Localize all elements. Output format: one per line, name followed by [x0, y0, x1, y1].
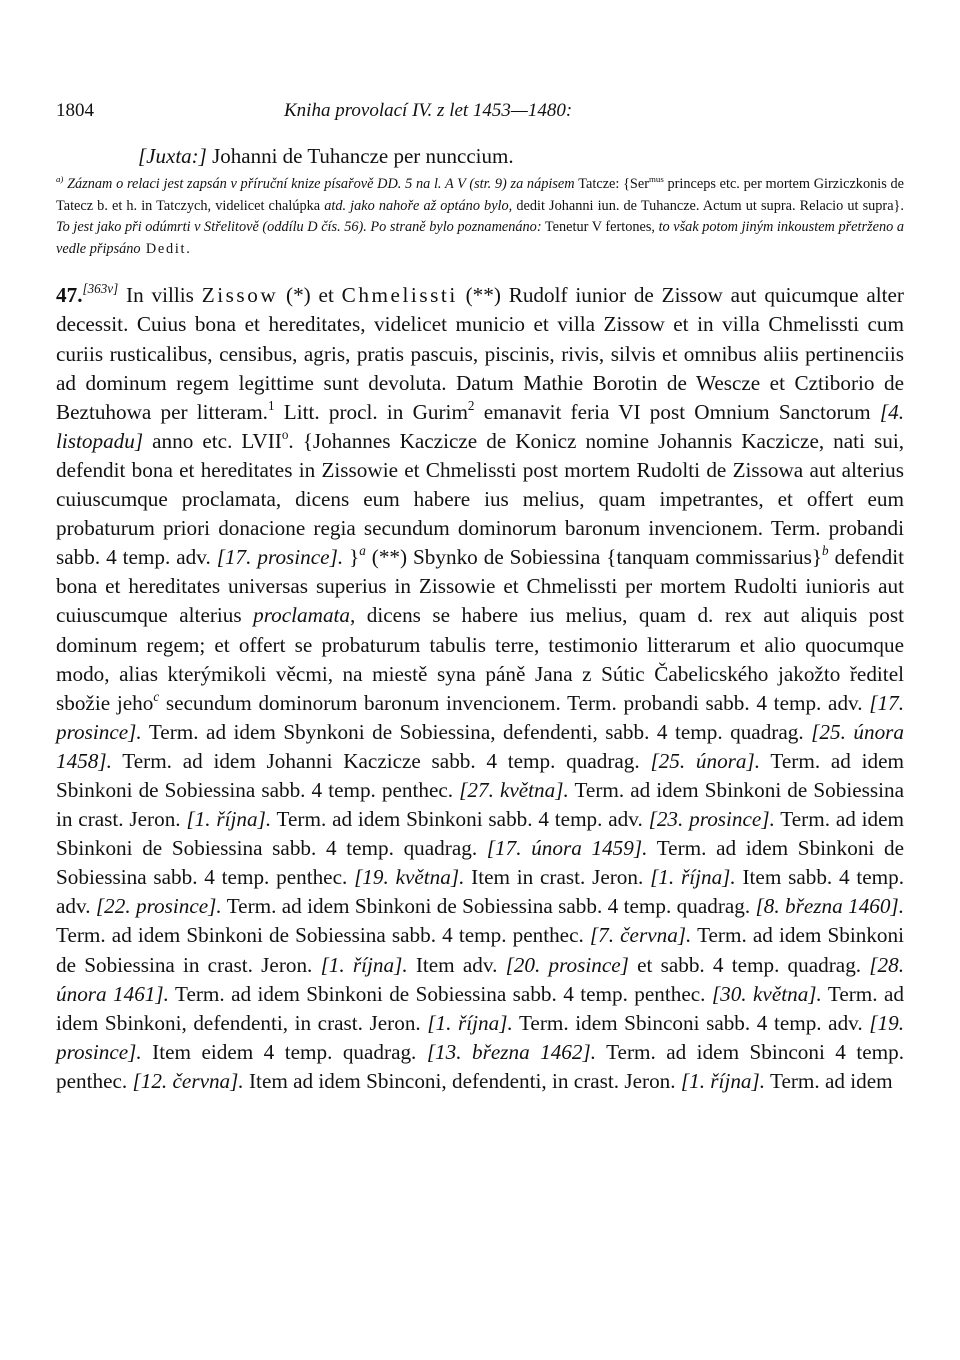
- footnote-ref: 1: [267, 397, 275, 413]
- footnote-ref: c: [153, 688, 160, 704]
- date-gloss: [17. února 1459].: [486, 836, 648, 861]
- entry-text: Item ad idem Sbinconi, defendenti, in crast. Jeron.: [243, 1068, 681, 1093]
- entry-text: Term. ad idem Sbinkoni de Sobiessina sabb. 4 temp. penthec.: [56, 836, 904, 890]
- document-page: [56, 100, 904, 1096]
- date-gloss: [4. listopadu]: [56, 399, 904, 453]
- note-text-4: atd. jako nahoře až optáno bylo,: [324, 197, 513, 214]
- entry-text: emanavit feria VI post Omnium Sanctorum: [474, 399, 880, 424]
- date-gloss: [25. února 1458].: [56, 719, 905, 773]
- heading-text: Johanni de Tuhancze per nunccium.: [212, 144, 514, 168]
- entry-text: Term. ad idem Sbinkoni de Sobiessina in crast. Jeron.: [56, 777, 904, 832]
- superscript: o: [281, 426, 289, 442]
- date-gloss: [12. června].: [132, 1068, 244, 1093]
- date-gloss: [1. října].: [680, 1068, 766, 1093]
- entry-text: Item adv.: [407, 952, 506, 977]
- date-gloss: [17. prosince].: [56, 690, 904, 744]
- entry-text: Term. ad idem Sbinkoni de Sobiessina sabb. 4 temp. quadrag.: [221, 894, 756, 919]
- date-gloss: [13. března 1462].: [426, 1039, 597, 1064]
- date-gloss: [1. října].: [320, 952, 408, 977]
- entry-text: (**) Sbynko de Sobiessina {tanquam commissarius}: [365, 545, 823, 570]
- heading-bracket: [Juxta:]: [138, 144, 207, 168]
- entry-text: secundum dominorum baronum invencionem. Term. probandi sabb. 4 temp. adv.: [159, 690, 870, 715]
- entry-text: Term. ad idem Sbynkoni de Sobiessina, defendenti, sabb. 4 temp. quadrag.: [141, 719, 812, 744]
- entry-text: Term. ad idem Sbinkoni de Sobiessina sabb. 4 temp. quadrag.: [56, 807, 905, 861]
- entry-text: Term. ad idem: [765, 1068, 893, 1093]
- date-gloss: [1. října].: [186, 807, 272, 832]
- note-text-1: Záznam o relaci jest zapsán v příruční knize písařově DD. 5 na l. A V (str. 9) za nápisem: [63, 176, 579, 192]
- date-gloss: [22. prosince].: [95, 894, 222, 919]
- italic-word: proclamata,: [253, 603, 356, 628]
- entry-text: Term. ad idem Johanni Kaczicze sabb. 4 temp. quadrag.: [111, 748, 651, 773]
- entry-text: }: [343, 545, 360, 570]
- date-gloss: [17. prosince].: [216, 545, 344, 570]
- footnote-a: [56, 174, 904, 260]
- date-gloss: [19. května].: [354, 865, 465, 890]
- date-gloss: [27. května].: [459, 777, 569, 802]
- note-text-9: Dedit.: [140, 240, 192, 257]
- entry-text: Term. idem Sbinconi sabb. 4 temp. adv.: [512, 1010, 870, 1035]
- note-text-6: To jest jako při odúmrti v Střelitově (oddílu D čís. 56). Po straně bylo poznamenáno:: [56, 219, 542, 236]
- note-text-2: Tatcze: {Ser: [578, 176, 649, 192]
- entry-text: Term. ad idem Sbinkoni de Sobiessina sabb. 4 temp. penthec.: [56, 748, 904, 802]
- running-title: Kniha provolací IV. z let 1453—1480:: [284, 100, 573, 121]
- date-gloss: [20. prosince]: [505, 952, 629, 977]
- note-marker: a): [56, 173, 64, 184]
- page-header: [56, 100, 904, 132]
- entry-text: Term. ad idem Sbinkoni de Sobiessina sabb. 4 temp. penthec.: [168, 981, 712, 1006]
- footnote-ref: b: [822, 543, 829, 559]
- date-gloss: [23. prosince].: [648, 807, 775, 832]
- note-text-7: Tenetur V fertones,: [541, 219, 659, 236]
- date-gloss: [1. října].: [427, 1010, 513, 1035]
- entry-text: Item sabb. 4 temp. adv.: [56, 865, 905, 919]
- entry-text: Term. ad idem Sbinconi 4 temp. penthec.: [56, 1039, 904, 1093]
- entry-number: 47.: [56, 283, 83, 308]
- entry-text: . {Johannes Kaczicze de Konicz nomine Johannis Kaczicze, nati sui, defendit bona et hereditates in Zissowie et Chmelissti post mortem Rudolti de Zissowa aut alterius cuiuscumque proclamata, dicens eum habere ius melius, quam impetrantes, et offert eum probaturum priori donacione regia secundum dominorum baronum invencionem. Term. probandi sabb. 4 temp. adv.: [56, 428, 904, 570]
- entry-text: Term. ad idem Sbinkoni de Sobiessina in crast. Jeron.: [56, 923, 904, 977]
- entry-text: (**) Rudolf iunior de Zissow aut quicumque alter decessit. Cuius bona et hereditates, videlicet municio et villa Zissow et in villa Chmelissti cum curiis rusticalibus, censibus, agris, pratis pascuis, piscinis, rivis, silvis et omnibus aliis pertinenciis ad dominum regem legittime sunt devoluta. Datum Mathie Borotin de Wescze et Cztiborio de Beztuhowa per litteram.: [56, 283, 904, 424]
- date-gloss: [25. února].: [650, 748, 761, 773]
- entry-text: Term. ad idem Sbinkoni, defendenti, in crast. Jeron.: [56, 981, 904, 1035]
- page-number: 1804: [56, 100, 94, 121]
- footnote-ref: 2: [467, 397, 475, 413]
- entry-text: defendit bona et hereditates universas superius in Zissowie et Chmelissti per mortem Rudolti iunioris aut cuiuscumque alterius: [56, 545, 904, 628]
- entry-text: In villis: [118, 283, 202, 308]
- entry-47: [56, 281, 904, 1096]
- date-gloss: [19. prosince].: [56, 1010, 904, 1064]
- note-text-5: dedit Johanni iun. de Tuhancze. Actum ut supra. Relacio ut supra}.: [512, 197, 904, 214]
- date-gloss: [8. března 1460].: [755, 894, 905, 919]
- place-name: Chmelissti: [341, 283, 458, 308]
- date-gloss: [28. února 1461].: [56, 952, 905, 1006]
- date-gloss: [7. června].: [589, 923, 692, 948]
- entry-text: dicens se habere ius melius, quam d. rex aut aliquis post dominum regem; et offert se probaturum tabulis terre, testimonio litterarum et alio quocumque modo, alias kterýmikoli věcmi, na miestě syna páně Jana z Sútic Čabelicského jakožto ředitel sbožie jeho: [56, 603, 905, 715]
- footnote-ref: a: [359, 543, 366, 559]
- entry-text: Item eidem 4 temp. quadrag.: [141, 1039, 427, 1064]
- entry-text: Item in crast. Jeron.: [464, 865, 651, 890]
- place-name: Zissow: [201, 283, 279, 308]
- relation-heading: [56, 142, 904, 170]
- date-gloss: [30. května].: [711, 981, 822, 1006]
- note-superscript: mus: [649, 173, 664, 184]
- entry-text: Term. ad idem Sbinkoni sabb. 4 temp. adv.: [271, 807, 649, 832]
- note-text-8: to však potom jiným inkoustem přetrženo a vedle připsáno: [56, 219, 904, 257]
- folio-ref: [363v]: [82, 281, 119, 297]
- note-text-3: princeps etc. per mortem Girziczkonis de Tatecz b. et h. in Tatczych, videlicet chalúpka: [56, 176, 904, 214]
- entry-text: (*) et: [278, 283, 342, 308]
- entry-text: Litt. procl. in Gurim: [274, 399, 468, 424]
- entry-text: et sabb. 4 temp. quadrag.: [628, 952, 870, 977]
- date-gloss: [1. října].: [650, 865, 736, 890]
- entry-text: Term. ad idem Sbinkoni de Sobiessina sabb. 4 temp. penthec.: [56, 923, 590, 948]
- entry-text: anno etc. LVII: [143, 428, 282, 453]
